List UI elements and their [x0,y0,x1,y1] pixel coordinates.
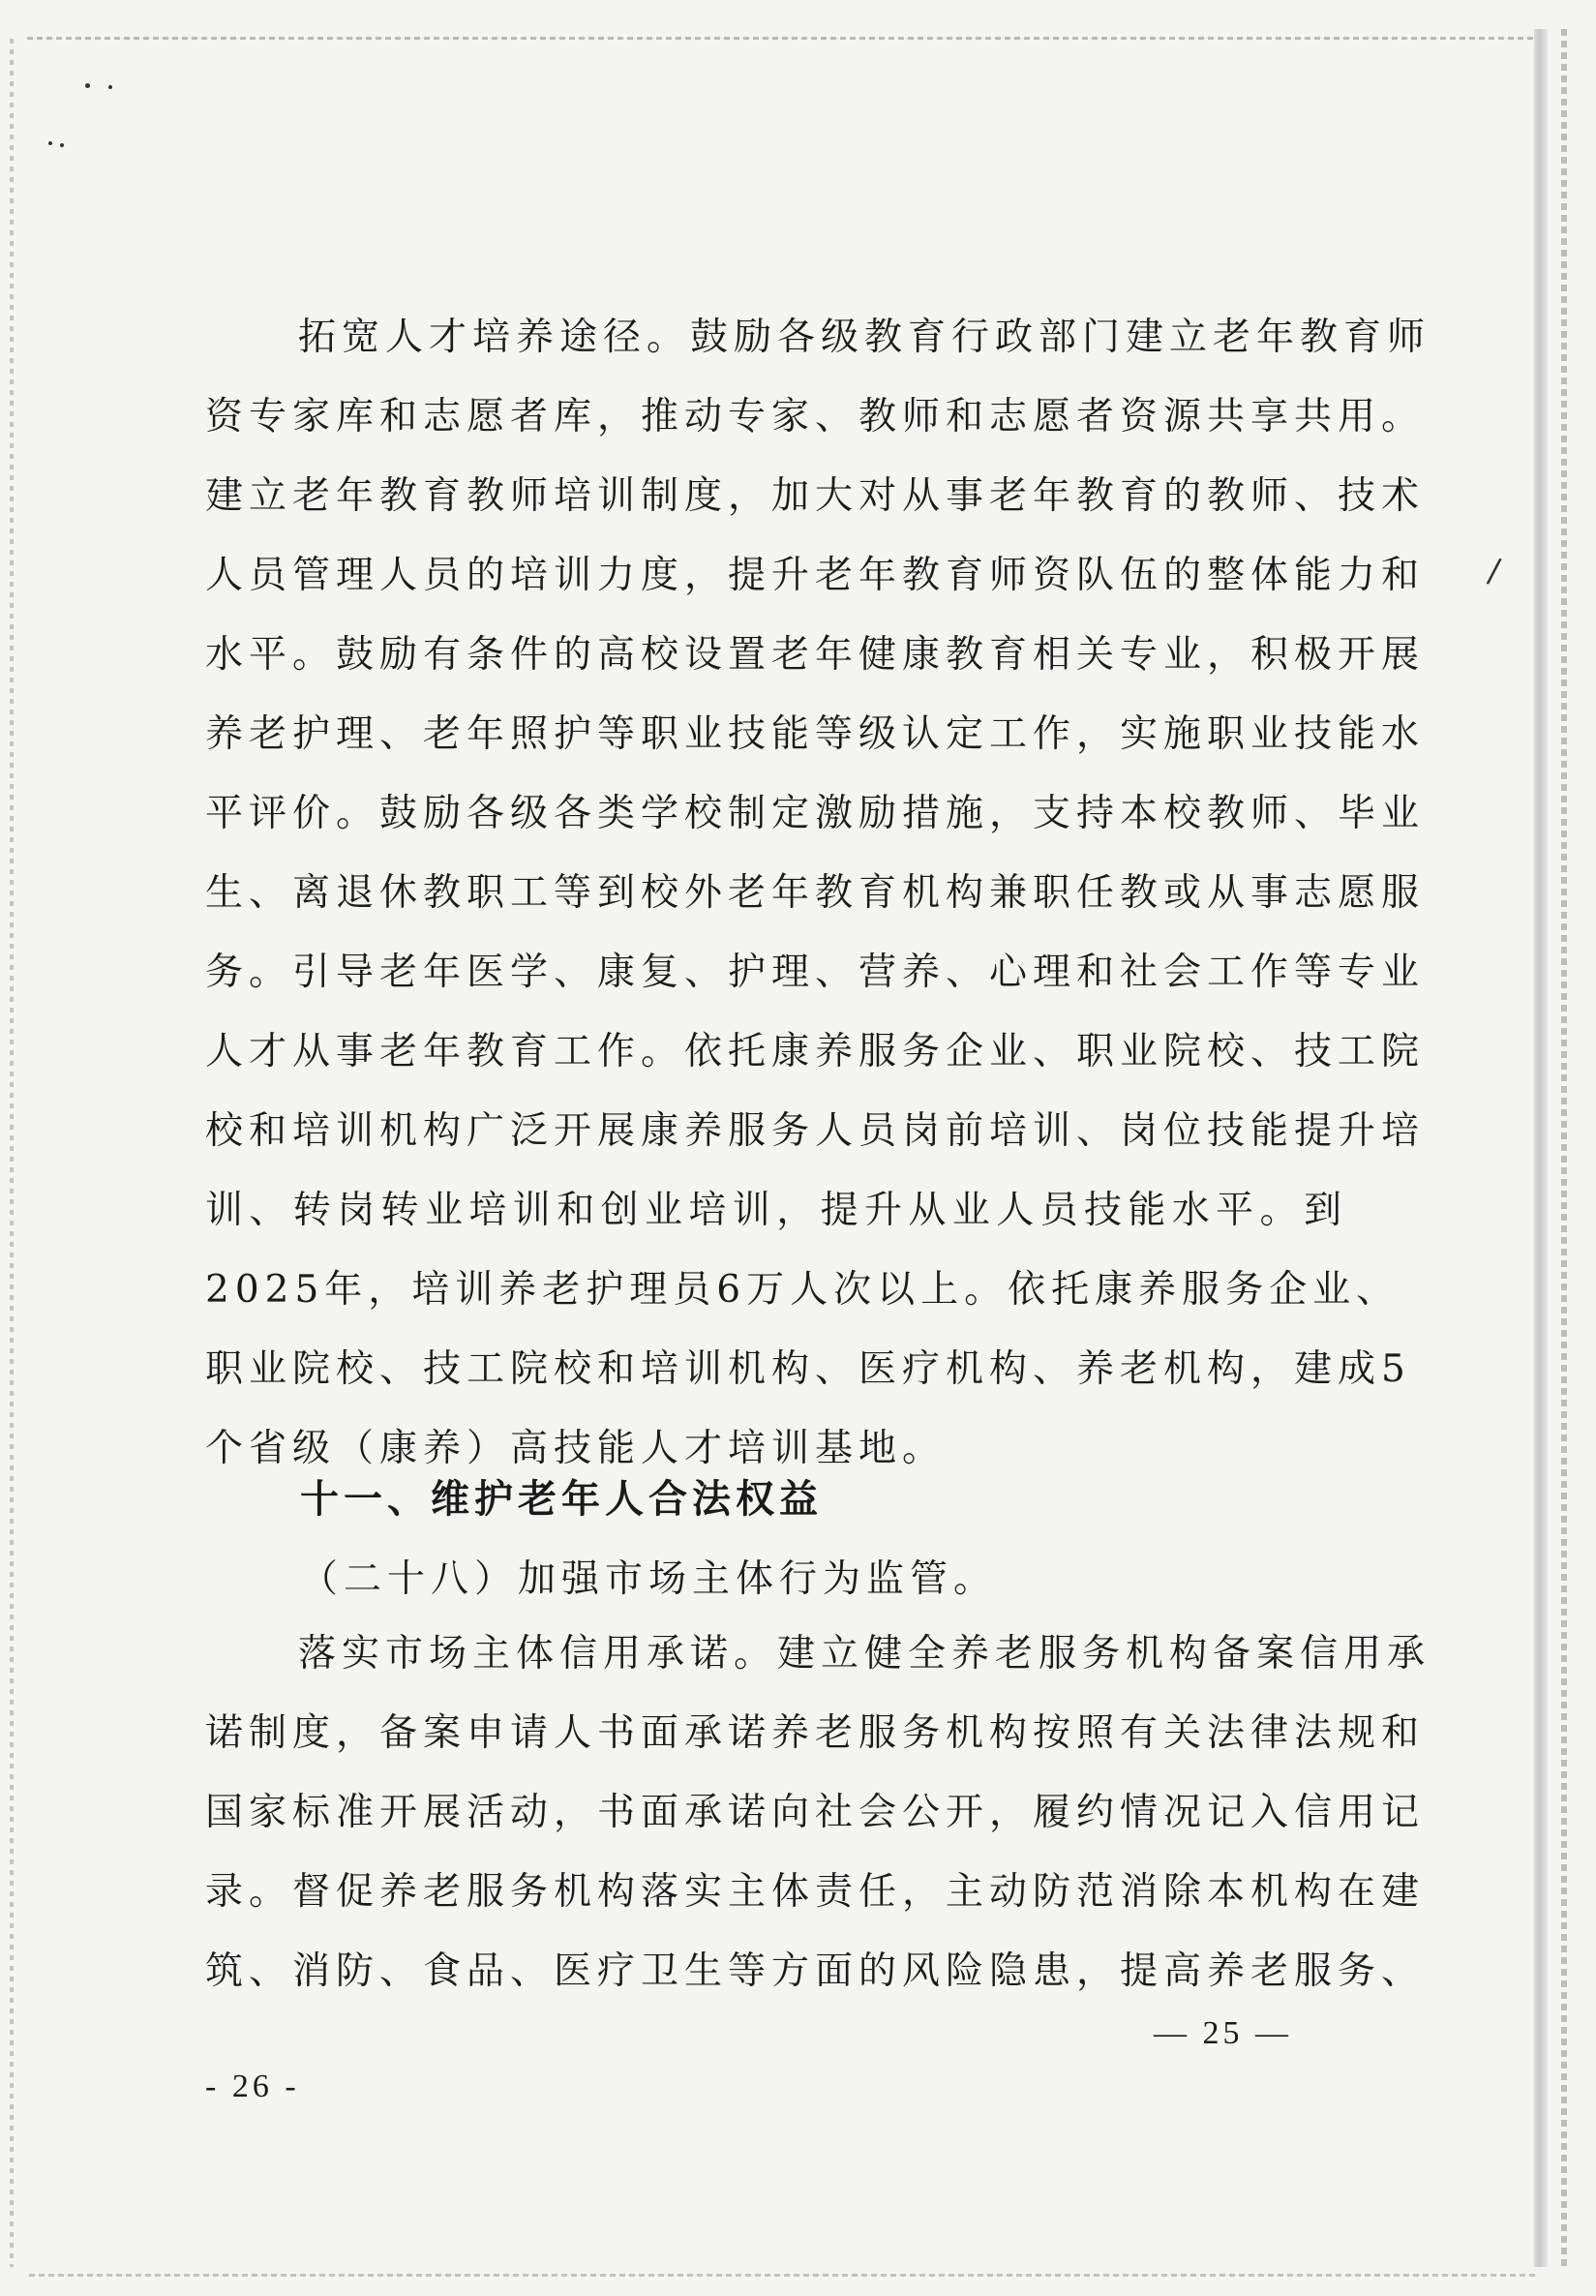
text-line: 2025年，培训养老护理员6万人次以上。依托康养服务企业、 [205,1268,1400,1312]
text-line: 录。督促养老服务机构落实主体责任，主动防范消除本机构在建 [205,1870,1426,1914]
scan-speck [85,83,90,88]
text-line: 国家标准开展活动，书面承诺向社会公开，履约情况记入信用记 [205,1791,1426,1834]
text-line: 个省级（康养）高技能人才培训基地。 [205,1427,947,1470]
margin-pen-mark: / [1485,551,1503,591]
text-line: 拓宽人才培养途径。鼓励各级教育行政部门建立老年教育师 [298,316,1431,359]
text-line: 职业院校、技工院校和培训机构、医疗机构、养老机构，建成5 [205,1347,1411,1391]
text-line: 资专家库和志愿者库，推动专家、教师和志愿者资源共享共用。 [205,395,1426,438]
text-line: 人才从事老年教育工作。依托康养服务企业、职业院校、技工院 [205,1030,1426,1073]
scan-speck [60,143,64,147]
text-line: 养老护理、老年照护等职业技能等级认定工作，实施职业技能水 [205,712,1426,756]
text-line: 诺制度，备案申请人书面承诺养老服务机构按照有关法律法规和 [205,1711,1426,1755]
text-line: 人员管理人员的培训力度，提升老年教育师资队伍的整体能力和 [205,554,1426,597]
body-text-paragraph-2 [205,1615,1431,2011]
text-line: 筑、消防、食品、医疗卫生等方面的风险隐患，提高养老服务、 [205,1949,1426,1993]
text-line: 落实市场主体信用承诺。建立健全养老服务机构备案信用承 [298,1632,1431,1676]
scan-speck [108,85,112,89]
section-heading: 十一、维护老年人合法权益 [300,1477,823,1522]
page-number-left: - 26 - [205,2069,300,2104]
text-line: 务。引导老年医学、康复、护理、营养、心理和社会工作等专业 [205,951,1426,994]
text-line: 建立老年教育教师培训制度，加大对从事老年教育的教师、技术 [205,474,1426,518]
subsection-heading: （二十八）加强市场主体行为监管。 [300,1557,998,1601]
page-number-right: — 25 — [1154,2015,1292,2051]
text-line: 训、转岗转业培训和创业培训，提升从业人员技能水平。到 [205,1189,1347,1232]
text-line: 生、离退休教职工等到校外老年教育机构兼职任教或从事志愿服 [205,871,1426,915]
scan-edge-left [10,39,14,2267]
text-line: 平评价。鼓励各级各类学校制定激励措施，支持本校教师、毕业 [205,792,1426,835]
text-line: 水平。鼓励有条件的高校设置老年健康教育相关专业，积极开展 [205,633,1426,677]
scan-speck [48,141,52,145]
body-text-paragraph-1 [205,298,1431,1489]
scan-edge-right [1534,29,1548,2267]
scan-edge-top [27,37,1538,40]
text-line: 校和培训机构广泛开展康养服务人员岗前培训、岗位技能提升培 [205,1109,1426,1153]
scan-edge-right-dashes [1561,29,1567,2267]
scan-edge-bottom [29,2274,1538,2277]
